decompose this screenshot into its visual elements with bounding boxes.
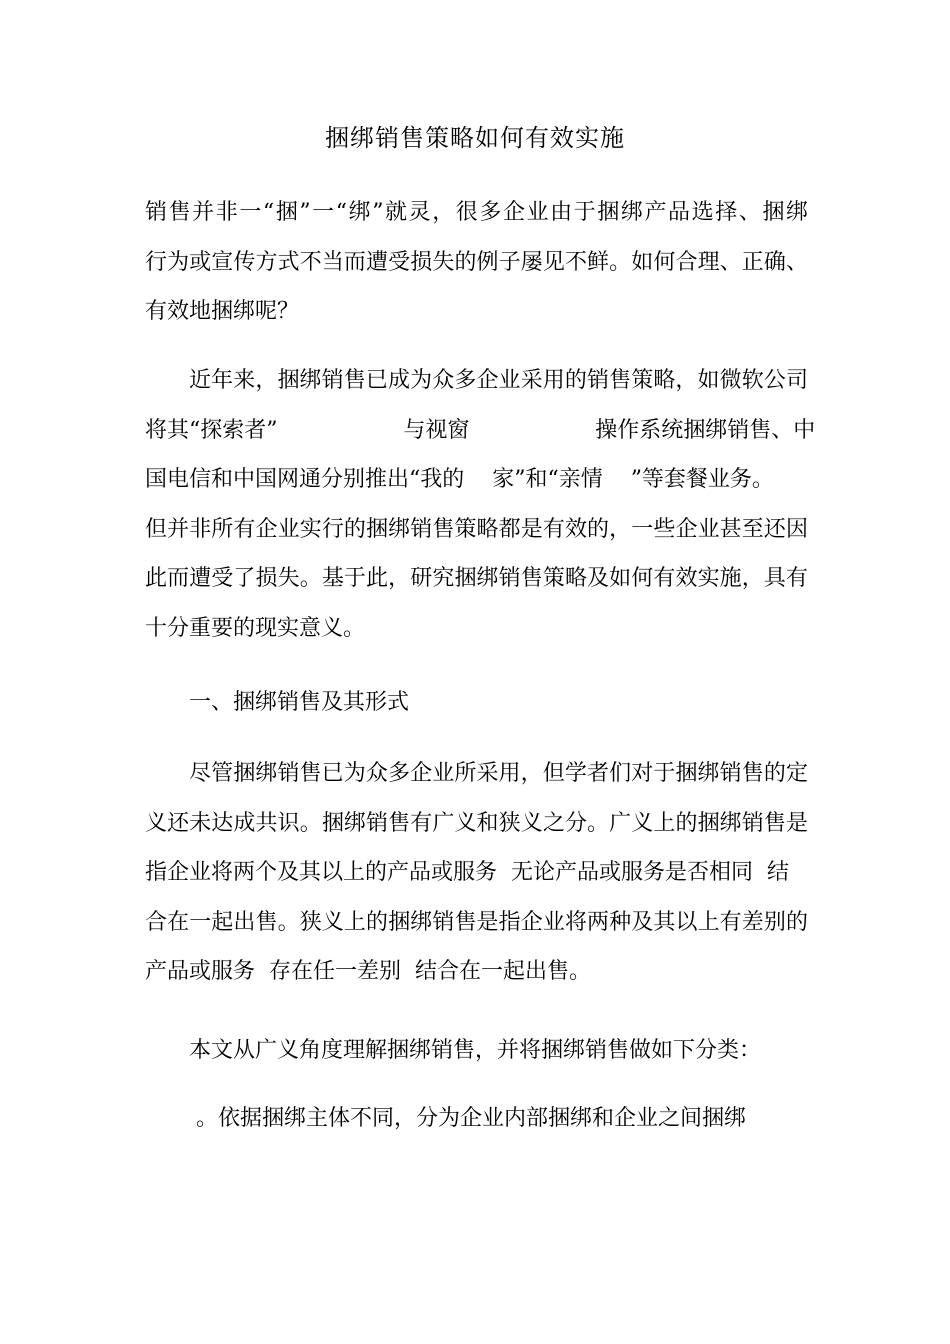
document-title: 捆绑销售策略如何有效实施 [325,124,625,152]
section-heading: 一、捆绑销售及其形式 [189,690,410,715]
paragraph-line: 但并非所有企业实行的捆绑销售策略都是有效的，一些企业甚至还因 [145,516,808,542]
paragraph-line: 合在一起出售。狭义上的捆绑销售是指企业将两种及其以上有差别的 [145,909,808,935]
paragraph-line: 义还未达成共识。捆绑销售有广义和狭义之分。广义上的捆绑销售是 [145,810,808,836]
paragraph-line: 有效地捆绑呢？ [145,299,300,324]
paragraph-line: 国电信和中国网通分别推出“我的 家”和“亲情 ”等套餐业务。 [145,467,774,492]
intro-paragraph [145,188,808,337]
paragraph-line: 将其“探索者” 与视窗 操作系统捆绑销售、中 [145,417,816,443]
background-paragraph [145,356,816,653]
paragraph-line: 此而遭受了损失。基于此，研究捆绑销售策略及如何有效实施，具有 [145,566,808,591]
paragraph-line: 指企业将两个及其以上的产品或服务 无论产品或服务是否相同 结 [145,860,789,885]
classification-intro: 本文从广义角度理解捆绑销售，并将捆绑销售做如下分类： [189,1038,762,1063]
paragraph-line: 产品或服务 存在任一差别 结合在一起出售。 [145,959,591,984]
paragraph-line: 尽管捆绑销售已为众多企业所采用，但学者们对于捆绑销售的定 [189,761,808,786]
paragraph-line: 销售并非一“捆”一“绑”就灵，很多企业由于捆绑产品选择、捆绑 [145,200,808,225]
paragraph-line: 十分重要的现实意义。 [145,615,366,641]
paragraph-line: 近年来，捆绑销售已成为众多企业采用的销售策略，如微软公司 [189,368,808,393]
classification-item: 。依据捆绑主体不同，分为企业内部捆绑和企业之间捆绑 [196,1106,747,1131]
definition-paragraph [145,749,808,997]
paragraph-line: 行为或宣传方式不当而遭受损失的例子屡见不鲜。如何合理、正确、 [145,249,808,275]
